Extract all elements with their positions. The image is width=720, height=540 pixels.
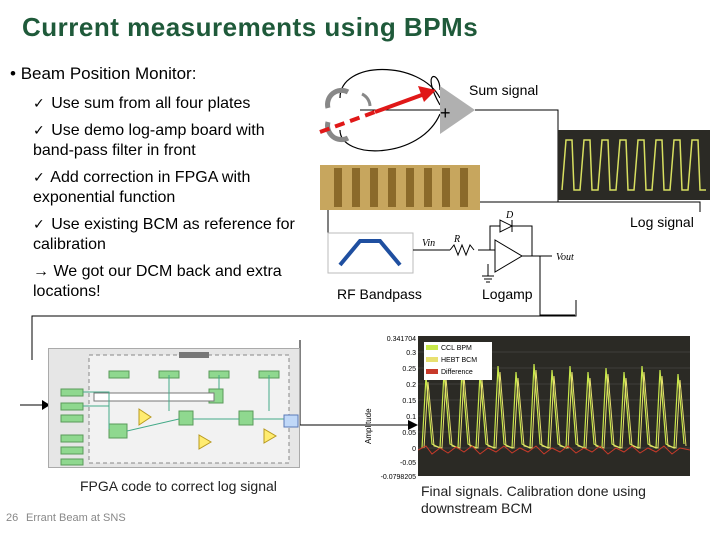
- bullet-text: Beam Position Monitor:: [20, 64, 197, 83]
- y-tick: -0.05: [400, 460, 416, 467]
- op-amp: [495, 240, 522, 272]
- list-item: [33, 215, 298, 255]
- y-tick: 0.1: [406, 414, 416, 421]
- legend-label: CCL BPM: [441, 345, 472, 352]
- legend-swatch: [426, 369, 438, 374]
- item-text: Use existing BCM as reference for calibration: [33, 216, 295, 253]
- list-item: [33, 121, 298, 161]
- vout-label: Vout: [556, 252, 574, 263]
- check-icon: ✓: [33, 123, 45, 139]
- page-number: 26: [6, 512, 19, 524]
- scope-trace: [558, 130, 710, 200]
- conclusion-text: We got our DCM back and extra locations!: [33, 263, 282, 300]
- diode-icon: [500, 220, 512, 232]
- y-tick: 0.341704: [386, 336, 416, 343]
- scope-thumbnail: [558, 130, 710, 200]
- legend-item: [426, 367, 490, 379]
- logamp-label: Logamp: [482, 286, 533, 302]
- bpm-photo: [320, 165, 480, 210]
- legend-item: [426, 355, 490, 367]
- conclusion-item: [33, 262, 298, 302]
- y-tick: 0: [412, 446, 416, 453]
- fpga-caption: FPGA code to correct log signal: [80, 478, 277, 494]
- y-tick: 0.2: [406, 382, 416, 389]
- plate: [328, 90, 348, 108]
- page-title: Current measurements using BPMs: [22, 12, 479, 42]
- y-axis-ticks: [376, 334, 416, 486]
- arrow-icon: →: [33, 263, 49, 280]
- log-signal-label: Log signal: [630, 214, 694, 230]
- check-icon: ✓: [33, 170, 45, 186]
- ground-icon: [482, 276, 494, 282]
- fpga-code-image: [48, 348, 300, 468]
- footer-text: Errant Beam at SNS: [26, 512, 126, 524]
- y-tick: 0.05: [402, 430, 416, 437]
- plot-ylabel-wrap: [362, 364, 376, 454]
- final-signal-plot: [362, 334, 690, 486]
- legend-swatch: [426, 345, 438, 350]
- plus-sign: +: [440, 103, 451, 123]
- list-item: [33, 94, 298, 114]
- list-item: [33, 168, 298, 208]
- fpga-diagram: [49, 349, 299, 467]
- y-tick: -0.0798205: [380, 474, 416, 481]
- legend-item: [426, 343, 490, 355]
- arrow-into-fpga: [20, 395, 50, 415]
- plot-ylabel: Amplitude: [364, 408, 373, 444]
- vin-label: Vin: [422, 238, 436, 249]
- r-label: R: [454, 234, 461, 245]
- plot-legend: [424, 342, 492, 380]
- item-text: Use demo log-amp board with band-pass filter in front: [33, 122, 265, 159]
- check-icon: ✓: [33, 96, 45, 112]
- y-tick: 0.3: [406, 350, 416, 357]
- bullet-heading: • Beam Position Monitor:: [10, 64, 197, 83]
- plot-area: [418, 336, 690, 476]
- rf-bandpass-label: RF Bandpass: [337, 286, 422, 302]
- item-text: Use sum from all four plates: [51, 95, 251, 112]
- resistor: [450, 245, 474, 255]
- item-text: Add correction in FPGA with exponential function: [33, 169, 251, 206]
- check-icon: ✓: [33, 217, 45, 233]
- legend-label: Difference: [441, 369, 473, 376]
- y-tick: 0.25: [402, 366, 416, 373]
- y-tick: 0.15: [402, 398, 416, 405]
- d-label: D: [506, 210, 514, 221]
- final-caption: Final signals. Calibration done using downstream BCM: [421, 483, 646, 516]
- legend-label: HEBT BCM: [441, 357, 478, 364]
- plate: [362, 94, 370, 106]
- sum-signal-label: Sum signal: [469, 82, 539, 98]
- legend-swatch: [426, 357, 438, 362]
- beam-path: [320, 112, 375, 132]
